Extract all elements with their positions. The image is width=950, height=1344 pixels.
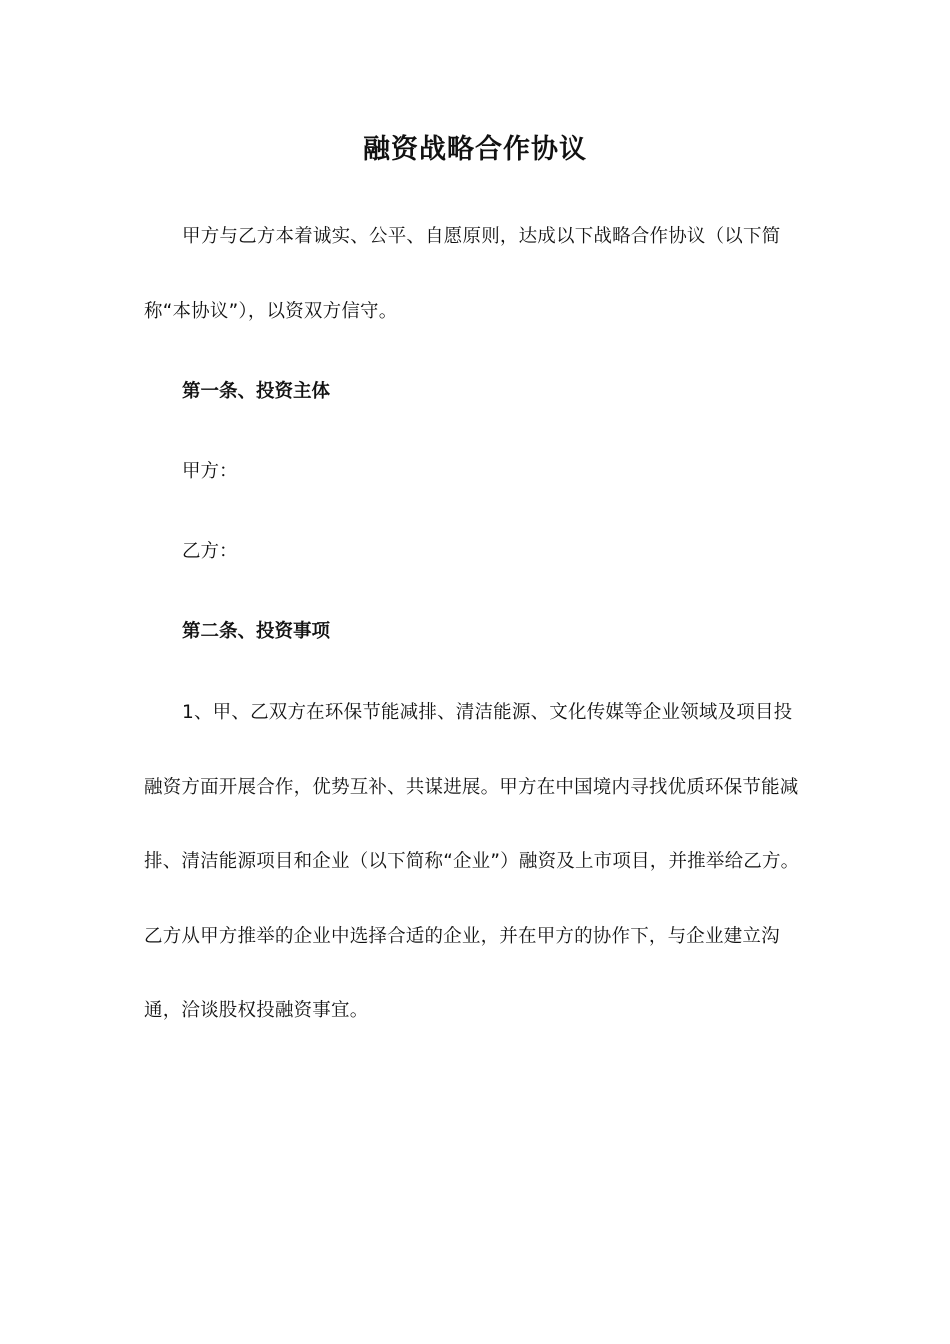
party-b-label: 乙方： <box>182 541 238 562</box>
intro-paragraph: 甲方与乙方本着诚实、公平、自愿原则，达成以下战略合作协议（以下简称“本协议”），以资双方信守。 <box>144 226 781 322</box>
article-1-heading: 第一条、投资主体 <box>182 381 331 402</box>
party-a-label: 甲方： <box>182 461 238 482</box>
article-2-item-1-paragraph: 1、甲、乙双方在环保节能减排、清洁能源、文化传媒等企业领域及项目投融资方面开展合作，优势互补、共谋进展。甲方在中国境内寻找优质环保节能减排、清洁能源项目和企业（以下简称“企业”）融资及上市项目，并推举给乙方。乙方从甲方推举的企业中选择合适的企业，并在甲方的协作下，与企业建立沟通，洽谈股权投融资事宜。 <box>144 702 800 1021</box>
article-2-heading: 第二条、投资事项 <box>182 621 331 642</box>
document-title: 融资战略合作协议 <box>363 134 587 165</box>
